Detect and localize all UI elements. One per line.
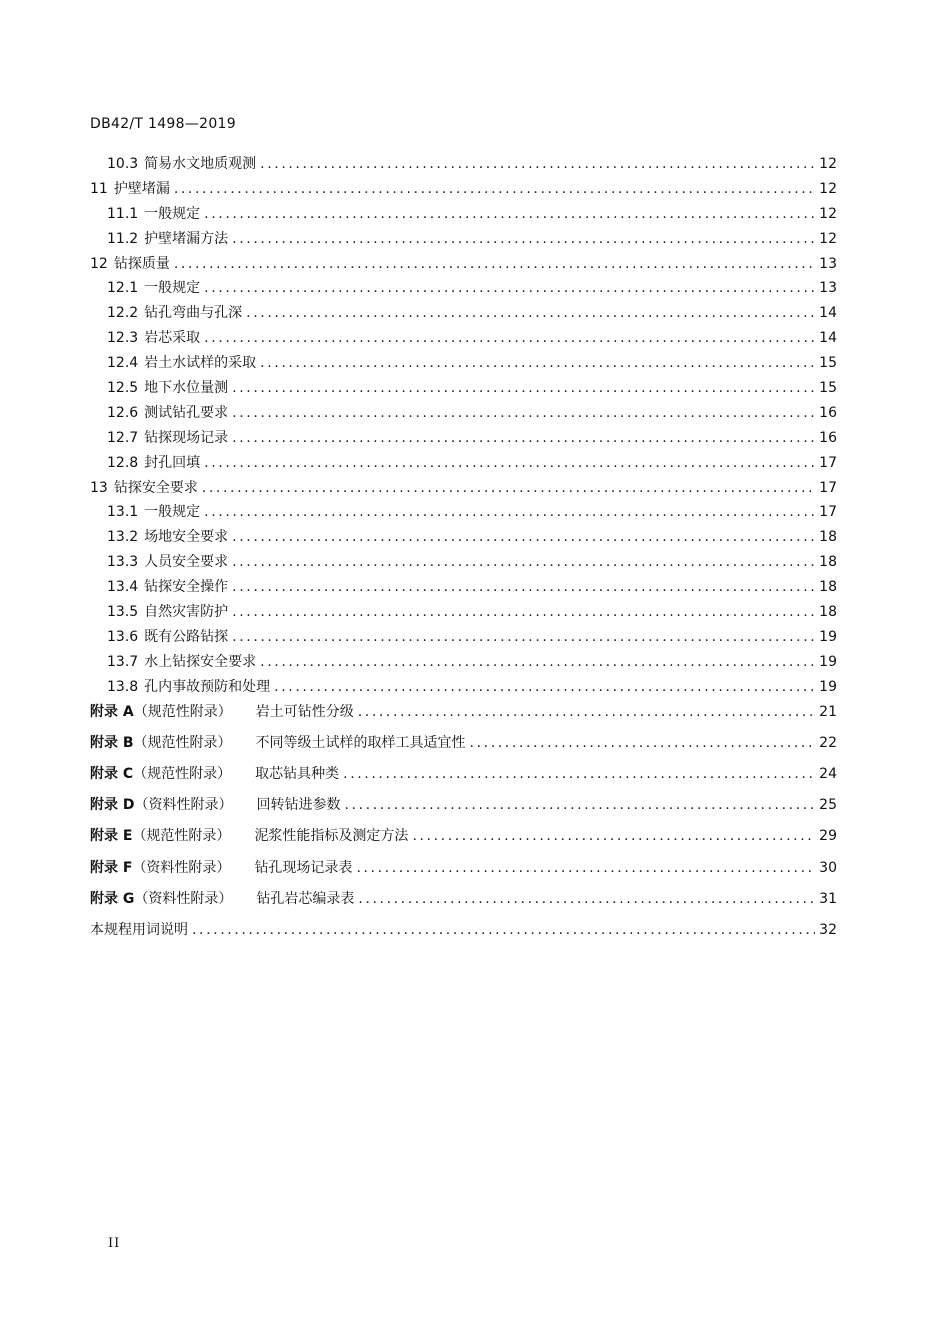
toc-entry-title: 既有公路钻探 xyxy=(144,628,229,645)
toc-entry[interactable] xyxy=(90,576,837,601)
toc-entry-page: 13 xyxy=(819,255,837,272)
appendix-title: 泥浆性能指标及测定方法 xyxy=(254,828,409,845)
toc-entry-page: 19 xyxy=(819,653,837,670)
toc-entry-number: 12.8 xyxy=(107,454,139,471)
toc-entry-number: 13.8 xyxy=(107,678,139,695)
toc-entry-title: 地下水位量测 xyxy=(144,380,229,397)
toc-entry-title: 钻孔弯曲与孔深 xyxy=(144,305,243,322)
appendix-page: 31 xyxy=(819,890,837,907)
appendix-kind: （资料性附录） xyxy=(132,859,231,876)
toc-entry-page: 15 xyxy=(819,380,837,397)
toc-entry[interactable] xyxy=(90,477,837,502)
appendix-label: 附录 A xyxy=(90,703,134,720)
toc-entry-page: 18 xyxy=(819,579,837,596)
toc-entry-title: 钻探质量 xyxy=(113,255,170,272)
toc-entry[interactable] xyxy=(90,601,837,626)
dot-leader xyxy=(358,891,815,907)
toc-entry-page: 18 xyxy=(819,604,837,621)
toc-entry-title: 钻探现场记录 xyxy=(144,429,229,446)
toc-entry-page: 19 xyxy=(819,678,837,695)
toc-entry-title: 孔内事故预防和处理 xyxy=(144,678,271,695)
toc-entry-page: 17 xyxy=(819,504,837,521)
toc-entry-number: 13.1 xyxy=(107,504,139,521)
appendix-label: 附录 G xyxy=(90,890,135,907)
toc-entry-number: 12.5 xyxy=(107,380,139,397)
toc-entry[interactable] xyxy=(90,277,837,302)
toc-entry-number: 12.1 xyxy=(107,280,139,297)
appendix-kind: （规范性附录） xyxy=(133,734,232,751)
toc-entry-page: 15 xyxy=(819,355,837,372)
dot-leader xyxy=(470,735,816,751)
dot-leader xyxy=(260,654,815,670)
dot-leader xyxy=(204,330,815,346)
toc-entry-number: 13.2 xyxy=(107,529,139,546)
appendix-kind: （资料性附录） xyxy=(134,797,233,814)
toc-entry-page: 12 xyxy=(819,180,837,197)
toc-entry-number: 11.1 xyxy=(107,205,139,222)
dot-leader xyxy=(232,604,815,620)
dot-leader xyxy=(232,579,815,595)
toc-entry-title: 一般规定 xyxy=(144,280,201,297)
toc-entry-number: 12 xyxy=(90,255,108,272)
appendix-entry[interactable] xyxy=(90,888,837,919)
toc-entry-number: 13.3 xyxy=(107,554,139,571)
appendix-title: 岩土可钻性分级 xyxy=(255,703,354,720)
toc-entry-title: 一般规定 xyxy=(144,504,201,521)
toc-entry-title: 护壁堵漏方法 xyxy=(144,230,229,247)
appendix-kind: （规范性附录） xyxy=(133,703,232,720)
toc-entry[interactable] xyxy=(90,427,837,452)
dot-leader xyxy=(345,797,816,813)
toc-entry[interactable] xyxy=(90,153,837,178)
toc-entry-number: 12.3 xyxy=(107,330,139,347)
dot-leader xyxy=(174,181,815,197)
toc-entry-title: 钻探安全操作 xyxy=(144,579,229,596)
toc-entry-page: 19 xyxy=(819,628,837,645)
dot-leader xyxy=(204,280,815,296)
toc-entry-number: 11.2 xyxy=(107,230,139,247)
toc-entry-number: 13.5 xyxy=(107,604,139,621)
dot-leader xyxy=(232,629,815,645)
dot-leader xyxy=(202,480,815,496)
toc-entry-title: 护壁堵漏 xyxy=(113,180,170,197)
toc-entry-page: 18 xyxy=(819,529,837,546)
toc-entry[interactable] xyxy=(90,452,837,477)
toc-entry-page: 12 xyxy=(819,230,837,247)
appendix-label: 附录 E xyxy=(90,828,133,845)
toc-entry-number: 10.3 xyxy=(107,156,139,172)
toc-entry-number: 11 xyxy=(90,180,108,197)
toc-entry-page: 13 xyxy=(819,280,837,297)
dot-leader xyxy=(358,704,815,720)
toc-entry-page: 17 xyxy=(819,479,837,496)
appendix-entry[interactable] xyxy=(90,794,837,825)
dot-leader xyxy=(232,231,815,247)
dot-leader xyxy=(232,529,815,545)
appendix-title: 回转钻进参数 xyxy=(256,797,341,814)
toc-entry-number: 13.6 xyxy=(107,628,139,645)
appendix-page: 24 xyxy=(819,765,837,782)
toc-entry-title: 水上钻探安全要求 xyxy=(144,653,257,670)
toc-entry[interactable] xyxy=(90,402,837,427)
toc-entry-title: 封孔回填 xyxy=(144,454,201,471)
appendix-entry[interactable] xyxy=(90,763,837,794)
toc-entry[interactable] xyxy=(90,377,837,402)
toc-entry-title: 钻探安全要求 xyxy=(113,479,198,496)
dot-leader xyxy=(274,679,815,695)
toc-entry[interactable] xyxy=(90,676,837,701)
toc-entry-title: 人员安全要求 xyxy=(144,554,229,571)
dot-leader xyxy=(260,355,815,371)
toc-entry[interactable] xyxy=(90,302,837,327)
toc-entry-page: 16 xyxy=(819,429,837,446)
toc-entry[interactable] xyxy=(90,178,837,203)
dot-leader xyxy=(246,305,815,321)
appendix-entry[interactable] xyxy=(90,701,837,732)
dot-leader xyxy=(356,860,815,876)
toc-entry-title: 自然灾害防护 xyxy=(144,604,229,621)
toc-entry-page: 14 xyxy=(819,330,837,347)
toc-entry[interactable] xyxy=(90,203,837,228)
dot-leader xyxy=(232,380,815,396)
dot-leader xyxy=(343,766,815,782)
appendix-page: 30 xyxy=(819,859,837,876)
dot-leader xyxy=(232,554,815,570)
toc-entry-title: 岩芯采取 xyxy=(144,330,201,347)
toc-entry[interactable] xyxy=(90,501,837,526)
dot-leader xyxy=(204,455,815,471)
closing-title: 本规程用词说明 xyxy=(90,921,188,938)
toc-entry-page: 14 xyxy=(819,305,837,322)
appendix-title: 钻孔现场记录表 xyxy=(254,859,353,876)
dot-leader xyxy=(204,504,815,520)
dot-leader xyxy=(174,256,815,272)
dot-leader xyxy=(192,922,815,938)
dot-leader xyxy=(204,206,815,222)
dot-leader xyxy=(260,156,815,172)
page-number: II xyxy=(108,1236,121,1251)
document-id: DB42/T 1498—2019 xyxy=(90,116,236,132)
toc-entry-page: 12 xyxy=(819,156,837,172)
toc-entry-title: 岩土水试样的采取 xyxy=(144,355,257,372)
toc-entry-number: 12.6 xyxy=(107,404,139,421)
dot-leader xyxy=(232,405,815,421)
appendix-page: 21 xyxy=(819,703,837,720)
toc-entry[interactable] xyxy=(90,626,837,651)
appendix-kind: （资料性附录） xyxy=(134,890,233,907)
appendix-entry[interactable] xyxy=(90,857,837,888)
appendix-title: 取芯钻具种类 xyxy=(255,765,340,782)
toc-entry-page: 18 xyxy=(819,554,837,571)
appendix-label: 附录 C xyxy=(90,765,134,782)
toc-entry[interactable] xyxy=(90,526,837,551)
toc-entry[interactable] xyxy=(90,228,837,253)
appendix-page: 22 xyxy=(819,734,837,751)
toc-entry-page: 17 xyxy=(819,454,837,471)
toc-entry-title: 简易水文地质观测 xyxy=(144,156,257,172)
toc-entry-number: 13.7 xyxy=(107,653,139,670)
appendix-kind: （规范性附录） xyxy=(132,828,231,845)
toc-entry-number: 12.2 xyxy=(107,305,139,322)
appendix-page: 29 xyxy=(819,828,837,845)
toc-entry[interactable] xyxy=(90,651,837,676)
table-of-contents xyxy=(90,153,837,944)
toc-entry[interactable] xyxy=(90,352,837,377)
toc-entry-number: 12.4 xyxy=(107,355,139,372)
appendix-entry[interactable] xyxy=(90,732,837,763)
appendix-title: 钻孔岩芯编录表 xyxy=(256,890,355,907)
toc-entry[interactable] xyxy=(90,327,837,352)
appendix-label: 附录 B xyxy=(90,734,134,751)
dot-leader xyxy=(412,828,815,844)
appendix-entry[interactable] xyxy=(90,825,837,856)
toc-entry[interactable] xyxy=(90,253,837,278)
closing-page: 32 xyxy=(819,921,837,938)
toc-entry[interactable] xyxy=(90,551,837,576)
toc-entry-number: 12.7 xyxy=(107,429,139,446)
dot-leader xyxy=(232,430,815,446)
toc-entry-title: 测试钻孔要求 xyxy=(144,404,229,421)
toc-entry-page: 16 xyxy=(819,404,837,421)
appendix-label: 附录 D xyxy=(90,797,135,814)
toc-entry-title: 场地安全要求 xyxy=(144,529,229,546)
appendix-kind: （规范性附录） xyxy=(133,765,232,782)
toc-entry-number: 13.4 xyxy=(107,579,139,596)
toc-entry-page: 12 xyxy=(819,205,837,222)
toc-entry-title: 一般规定 xyxy=(144,205,201,222)
closing-entry[interactable] xyxy=(90,919,837,944)
appendix-label: 附录 F xyxy=(90,859,133,876)
appendix-title: 不同等级土试样的取样工具适宜性 xyxy=(255,734,466,751)
appendix-page: 25 xyxy=(819,797,837,814)
toc-entry-number: 13 xyxy=(90,479,108,496)
